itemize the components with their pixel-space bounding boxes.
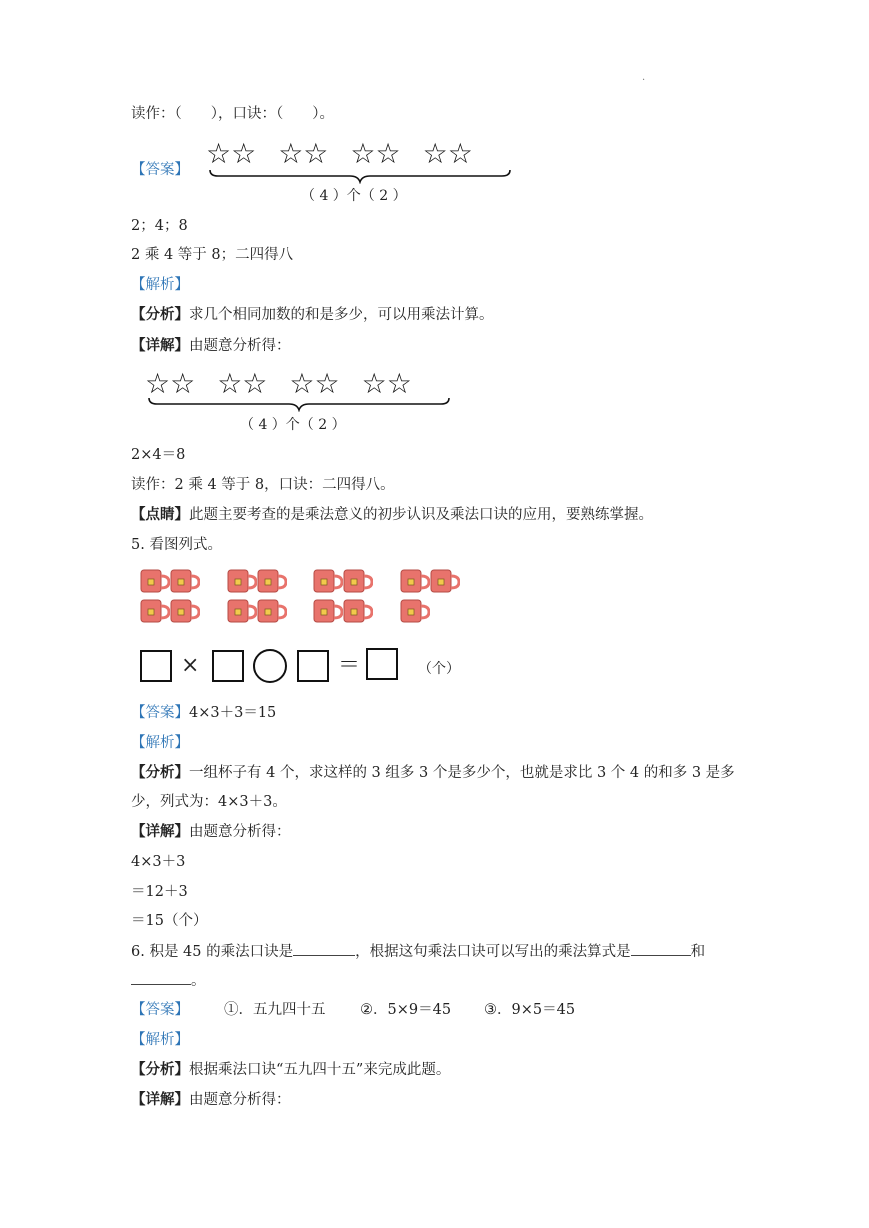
star-groups-detail bbox=[145, 369, 412, 399]
analysis-tag: 【解析】 bbox=[131, 277, 189, 293]
answer-box-3[interactable] bbox=[297, 650, 329, 682]
answer-tag: 【答案】 bbox=[131, 705, 189, 721]
star-group: ☆☆ bbox=[350, 137, 401, 170]
xiangjie-text: 由题意分析得： bbox=[189, 338, 291, 354]
unit-label: （个） bbox=[418, 661, 460, 677]
q5-answer-line bbox=[131, 703, 276, 723]
fenxi-text: 求几个相同加数的和是多少，可以用乘法计算。 bbox=[189, 307, 494, 323]
xiangjie-line bbox=[131, 336, 291, 356]
star-group: ☆☆ bbox=[206, 137, 257, 170]
analysis-tag: 【解析】 bbox=[131, 1032, 189, 1048]
fenxi-tag: 【分析】 bbox=[131, 1061, 189, 1078]
cup-icon bbox=[140, 568, 170, 594]
q6-title-part3: 和 bbox=[690, 944, 706, 960]
answer-box-2[interactable] bbox=[212, 650, 244, 682]
fenxi-text: 根据乘法口诀“五九四十五”来完成此题。 bbox=[189, 1062, 451, 1078]
q5-title: 5. 看图列式。 bbox=[131, 537, 222, 553]
cup-icon bbox=[430, 568, 460, 594]
cup-icon bbox=[227, 568, 257, 594]
xiangjie-line bbox=[131, 822, 291, 842]
brace-label-detail: （ 4 ）个（ 2 ） bbox=[240, 417, 346, 433]
star-group: ☆☆ bbox=[422, 137, 473, 170]
q6-title-end bbox=[131, 970, 206, 991]
star-group: ☆☆ bbox=[289, 367, 340, 400]
fenxi-line bbox=[131, 763, 735, 783]
calc-line: 2×4＝8 bbox=[131, 447, 186, 463]
xiangjie-text: 由题意分析得： bbox=[189, 1092, 291, 1108]
xiangjie-tag: 【详解】 bbox=[131, 337, 189, 354]
read-full-line: 读作：2 乘 4 等于 8，口诀：二四得八。 bbox=[131, 477, 395, 493]
brace-label-answer: （ 4 ）个（ 2 ） bbox=[301, 188, 407, 204]
cup-icon bbox=[227, 598, 257, 624]
blank-1[interactable] bbox=[293, 941, 355, 956]
star-group: ☆☆ bbox=[361, 367, 412, 400]
star-group: ☆☆ bbox=[217, 367, 268, 400]
blank-2[interactable] bbox=[631, 941, 691, 956]
cup-icon bbox=[400, 568, 430, 594]
fenxi-text: 一组杯子有 4 个，求这样的 3 组多 3 个是多少个，也就是求比 3 个 4 的和多 3 是多 bbox=[189, 765, 735, 781]
q6-answer-2: ②．5×9＝45 bbox=[360, 1002, 452, 1018]
fenxi-line bbox=[131, 305, 494, 325]
step-3: ＝15（个） bbox=[131, 913, 208, 929]
answer-box-result[interactable] bbox=[366, 648, 398, 680]
read-line: 读作：（ ），口诀：（ ）。 bbox=[131, 106, 334, 122]
q6-title-end-mark: 。 bbox=[191, 973, 206, 989]
answer-line-1: 2；4；8 bbox=[131, 218, 188, 234]
cup-icon bbox=[343, 598, 373, 624]
cup-icon bbox=[400, 598, 430, 624]
blank-3[interactable] bbox=[131, 970, 191, 985]
times-sign: × bbox=[181, 653, 200, 678]
q5-answer: 4×3＋3＝15 bbox=[189, 705, 277, 721]
cup-icon bbox=[170, 598, 200, 624]
brace-answer bbox=[208, 168, 512, 184]
cup-icon bbox=[313, 568, 343, 594]
fenxi-line bbox=[131, 1060, 450, 1080]
dianjing-line bbox=[131, 505, 653, 525]
answer-tag: 【答案】 bbox=[131, 1002, 189, 1018]
operator-circle[interactable] bbox=[253, 649, 287, 683]
xiangjie-tag: 【详解】 bbox=[131, 823, 189, 840]
brace-detail bbox=[147, 396, 451, 412]
xiangjie-text: 由题意分析得： bbox=[189, 824, 291, 840]
fenxi-tag: 【分析】 bbox=[131, 764, 189, 781]
star-group: ☆☆ bbox=[278, 137, 329, 170]
analysis-tag: 【解析】 bbox=[131, 735, 189, 751]
cup-icon bbox=[313, 598, 343, 624]
answer-box-1[interactable] bbox=[140, 650, 172, 682]
dianjing-tag: 【点睛】 bbox=[131, 506, 189, 523]
step-1: 4×3＋3 bbox=[131, 854, 186, 870]
q6-title-part1: 6. 积是 45 的乘法口诀是 bbox=[131, 944, 294, 960]
cup-icon bbox=[343, 568, 373, 594]
q6-title bbox=[131, 941, 705, 962]
q6-answer-1: ①．五九四十五 bbox=[224, 1002, 326, 1018]
cup-icon bbox=[140, 598, 170, 624]
cup-icon bbox=[257, 568, 287, 594]
step-2: ＝12＋3 bbox=[131, 884, 188, 900]
fenxi-line-2: 少，列式为：4×3＋3。 bbox=[131, 794, 287, 810]
q6-answer-3: ③．9×5＝45 bbox=[484, 1002, 576, 1018]
q6-title-part2: ，根据这句乘法口诀可以写出的乘法算式是 bbox=[355, 944, 631, 960]
xiangjie-line bbox=[131, 1090, 291, 1110]
answer-tag: 【答案】 bbox=[131, 162, 189, 178]
page-dot: . bbox=[642, 72, 646, 83]
equals-sign: ＝ bbox=[338, 653, 361, 678]
cup-icon bbox=[257, 598, 287, 624]
star-groups-answer bbox=[206, 139, 473, 169]
answer-line-2: 2 乘 4 等于 8；二四得八 bbox=[131, 247, 294, 263]
cup-icon bbox=[170, 568, 200, 594]
dianjing-text: 此题主要考查的是乘法意义的初步认识及乘法口诀的应用，要熟练掌握。 bbox=[189, 507, 653, 523]
star-group: ☆☆ bbox=[145, 367, 196, 400]
fenxi-tag: 【分析】 bbox=[131, 306, 189, 323]
xiangjie-tag: 【详解】 bbox=[131, 1091, 189, 1108]
